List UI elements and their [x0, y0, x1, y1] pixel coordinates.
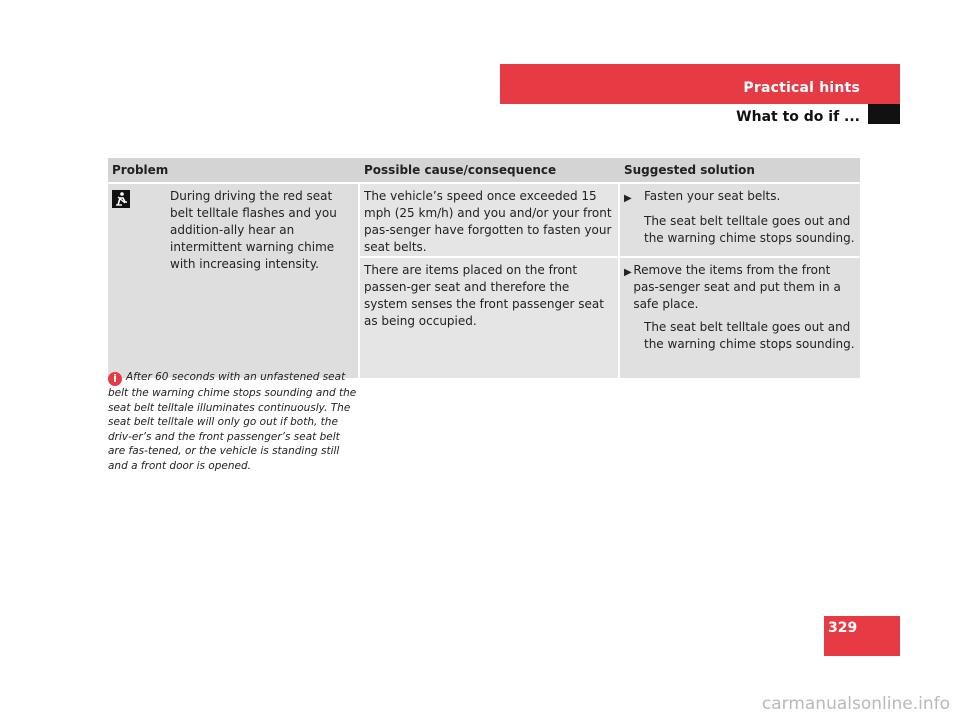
column-header-problem: Problem — [112, 162, 169, 177]
thumb-tab — [868, 104, 900, 124]
solution-note: The seat belt telltale goes out and the warning chime stops sounding. — [644, 320, 855, 351]
solution-note: The seat belt telltale goes out and the warning chime stops sounding. — [644, 214, 855, 245]
solution-cell — [620, 184, 860, 256]
subsection-header — [500, 104, 900, 124]
cause-cell: The vehicle’s speed once exceeded 15 mph (25 km/h) and you and/or your front pas-senger have forgotten to fasten your seat belts. — [360, 184, 618, 256]
troubleshooting-table — [108, 158, 860, 378]
watermark: carmanualsonline.info — [761, 694, 950, 714]
problem-text: During driving the red seat belt telltale flashes and you addition-ally hear an intermittent warning chime with increasing intensity. — [170, 189, 337, 271]
seat-belt-telltale-icon — [112, 190, 130, 208]
info-note — [108, 370, 358, 473]
arrow-bullet-icon: ▶ — [624, 193, 632, 204]
arrow-bullet-icon: ▶ — [624, 267, 632, 278]
solution-cell — [620, 258, 860, 378]
info-icon: i — [108, 372, 122, 386]
section-title: Practical hints — [743, 80, 860, 96]
solution-action: Remove the items from the front pas-senger seat and put them in a safe place. — [633, 263, 841, 311]
column-header-solution: Suggested solution — [624, 162, 755, 177]
solution-action: Fasten your seat belts. — [644, 189, 781, 203]
problem-cell — [108, 184, 358, 378]
table-header — [108, 158, 860, 182]
page-number-box — [824, 616, 900, 656]
table-row — [360, 258, 860, 378]
info-note-text: After 60 seconds with an unfastened seat belt the warning chime stops sounding and the seat belt telltale illuminates continuously. The seat belt telltale will only go out if both, the driv-er’s and the front passenger’s seat belt are fas-tened, or the vehicle is standing still and a front door is opened. — [108, 371, 357, 472]
page-number: 329 — [828, 620, 858, 636]
column-header-cause: Possible cause/consequence — [364, 162, 557, 177]
subsection-title: What to do if ... — [736, 109, 860, 125]
section-header — [500, 64, 900, 104]
cause-cell: There are items placed on the front passen-ger seat and therefore the system senses the front passenger seat as being occupied. — [360, 258, 618, 378]
table-body — [108, 184, 860, 378]
table-row — [360, 184, 860, 256]
